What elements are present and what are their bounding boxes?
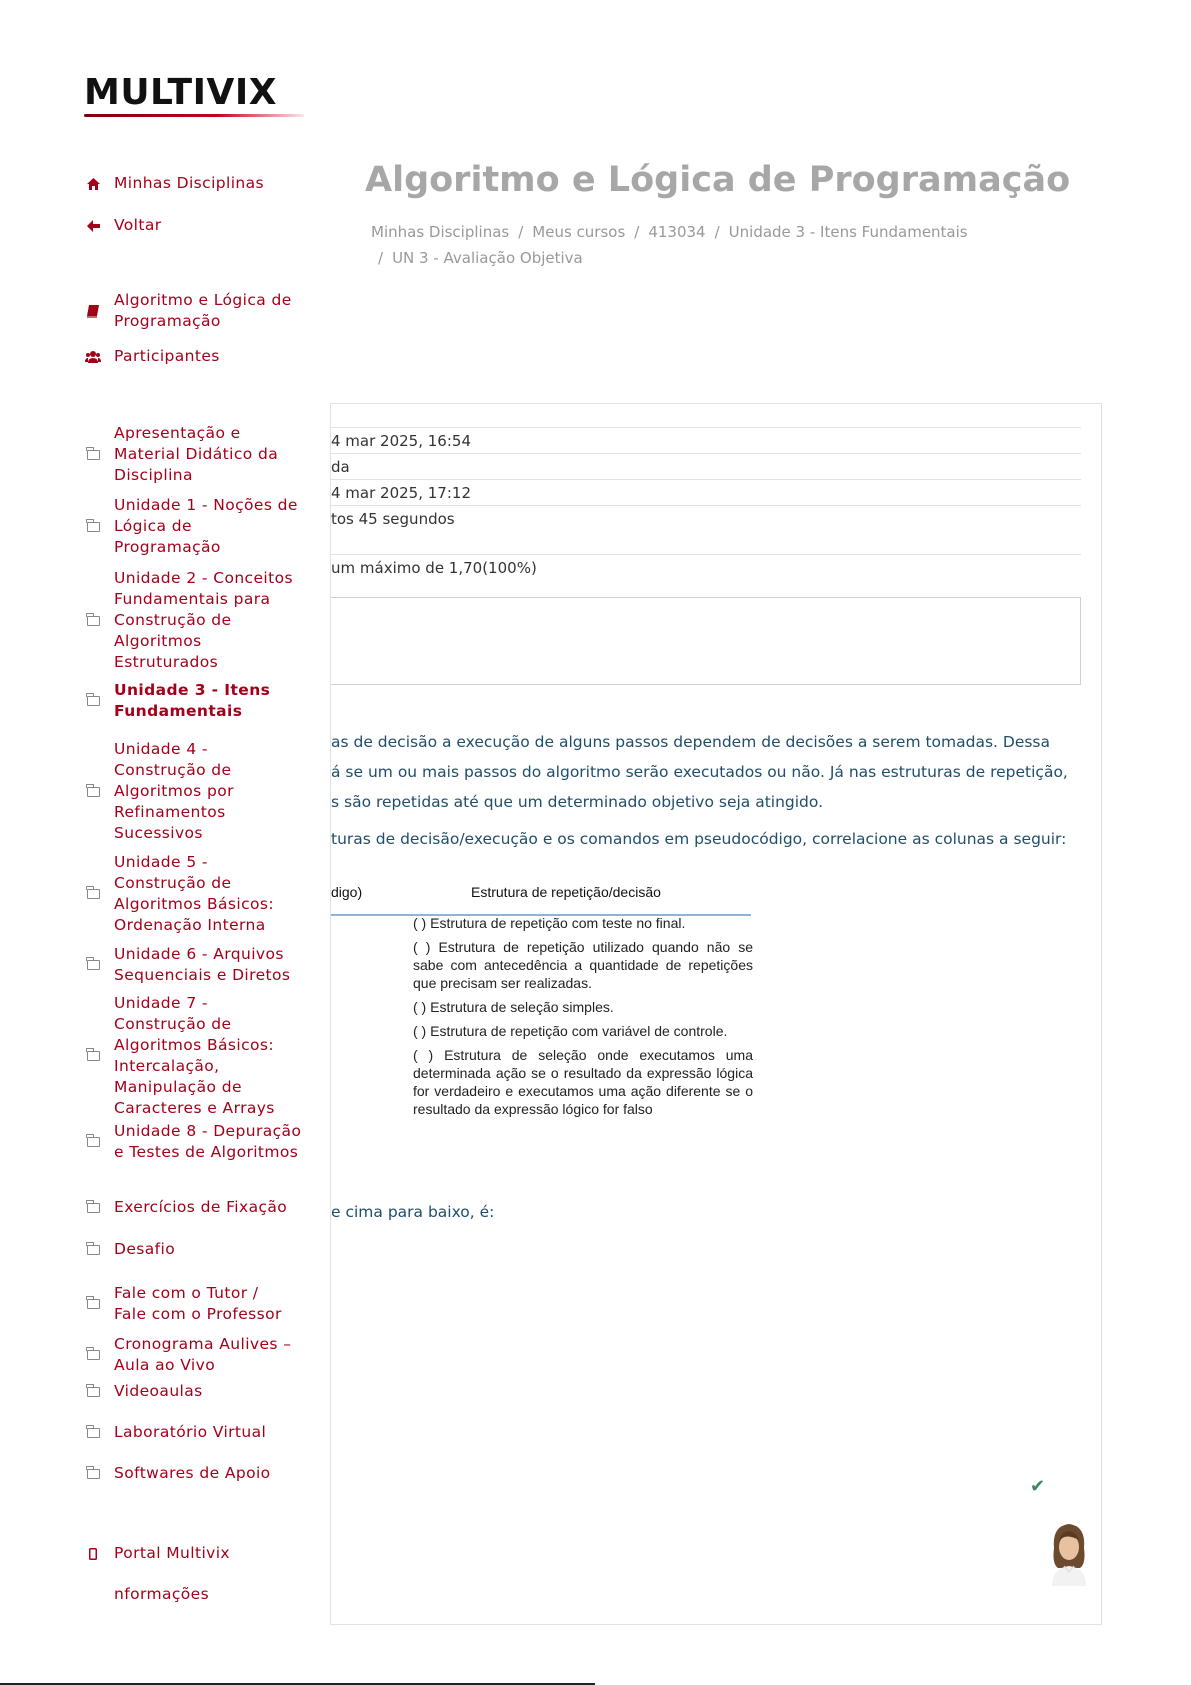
folder-icon <box>84 1387 102 1397</box>
sidebar <box>0 0 300 1685</box>
quiz-review-panel <box>330 403 1102 1625</box>
summary-duration: tos 45 segundos <box>331 505 1081 531</box>
check-icon: ✔ <box>1030 1476 1046 1497</box>
sidebar-item-informacoes[interactable] <box>84 1584 304 1605</box>
feedback-box <box>330 597 1081 685</box>
table-header-left: digo) <box>331 884 363 900</box>
question-text-line: á se um ou mais passos do algoritmo serão executados ou não. Já nas estruturas de repetição, <box>331 763 1068 781</box>
page-divider <box>0 1683 595 1685</box>
sidebar-item-label: Exercícios de Fixação <box>114 1198 288 1216</box>
sidebar-item-label: Unidade 8 - Depuração e Testes de Algoritmos <box>114 1122 302 1161</box>
sidebar-item-label: Unidade 2 - Conceitos Fundamentais para Construção de Algoritmos Estruturados <box>114 569 293 671</box>
sidebar-item-label: Desafio <box>114 1240 176 1258</box>
sidebar-section-unidade-2[interactable] <box>84 568 304 673</box>
folder-icon <box>84 787 102 797</box>
folder-icon <box>84 1469 102 1479</box>
sidebar-section-videoaulas[interactable] <box>84 1381 304 1402</box>
question-prompt: e cima para baixo, é: <box>331 1203 495 1221</box>
table-header <box>331 884 781 910</box>
folder-icon <box>84 1299 102 1309</box>
sidebar-item-label: Videoaulas <box>114 1382 203 1400</box>
assistant-avatar[interactable] <box>1046 1520 1092 1586</box>
page-title: Algoritmo e Lógica de Programação <box>365 160 1071 200</box>
sidebar-section-unidade-1[interactable] <box>84 495 304 558</box>
sidebar-item-label: Algoritmo e Lógica de Programação <box>114 291 292 330</box>
sidebar-section-unidade-6[interactable] <box>84 944 304 986</box>
option-item: ( ) Estrutura de repetição com teste no final. <box>413 915 686 931</box>
table-header-right: Estrutura de repetição/decisão <box>471 884 661 900</box>
folder-icon <box>84 960 102 970</box>
folder-icon <box>84 1203 102 1213</box>
folder-icon <box>84 1245 102 1255</box>
folder-icon <box>84 450 102 460</box>
folder-icon <box>84 1428 102 1438</box>
folder-icon <box>84 696 102 706</box>
sidebar-item-label: Unidade 6 - Arquivos Sequenciais e Diretos <box>114 945 291 984</box>
summary-state: da <box>331 453 1081 479</box>
breadcrumb-item[interactable]: Unidade 3 - Itens Fundamentais <box>728 223 968 241</box>
book-icon <box>84 305 102 318</box>
arrow-left-icon <box>84 220 102 232</box>
sidebar-section-unidade-3[interactable] <box>84 680 304 722</box>
folder-icon <box>84 1137 102 1147</box>
folder-icon <box>84 616 102 626</box>
sidebar-item-label: Apresentação e Material Didático da Disciplina <box>114 424 279 484</box>
sidebar-section-unidade-4[interactable] <box>84 739 304 844</box>
folder-icon <box>84 889 102 899</box>
summary-started: 4 mar 2025, 16:54 <box>331 427 1081 453</box>
breadcrumb-item[interactable]: 413034 <box>648 223 706 241</box>
option-item: ( ) Estrutura de seleção simples. <box>413 999 614 1015</box>
breadcrumb-item[interactable]: Meus cursos <box>532 223 626 241</box>
sidebar-item-minhas-disciplinas[interactable] <box>84 173 304 194</box>
home-icon <box>84 178 102 190</box>
sidebar-item-label: Voltar <box>114 216 162 234</box>
sidebar-section-softwares[interactable] <box>84 1463 304 1484</box>
sidebar-item-label: Minhas Disciplinas <box>114 174 265 192</box>
sidebar-item-portal-multivix[interactable] <box>84 1543 304 1564</box>
sidebar-item-label: Unidade 3 - Itens Fundamentais <box>114 681 271 720</box>
question-table <box>331 884 781 916</box>
folder-icon <box>84 1350 102 1360</box>
sidebar-item-voltar[interactable] <box>84 215 304 236</box>
sidebar-item-label: Cronograma Aulives – Aula ao Vivo <box>114 1335 292 1374</box>
sidebar-item-label: Portal Multivix <box>114 1544 230 1562</box>
sidebar-section-cronograma[interactable] <box>84 1334 304 1376</box>
sidebar-item-label: Fale com o Tutor / Fale com o Professor <box>114 1284 282 1323</box>
sidebar-section-desafio[interactable] <box>84 1239 304 1260</box>
logo-text: MULTIVIX <box>84 72 277 113</box>
folder-icon <box>84 522 102 532</box>
folder-icon <box>84 1051 102 1061</box>
sidebar-item-label: Participantes <box>114 347 220 365</box>
question-text-line: s são repetidas até que um determinado objetivo seja atingido. <box>331 793 824 811</box>
breadcrumb-item[interactable]: UN 3 - Avaliação Objetiva <box>392 249 583 267</box>
sidebar-item-label: Unidade 1 - Noções de Lógica de Programação <box>114 496 298 556</box>
mobile-icon <box>84 1548 102 1560</box>
sidebar-section-laboratorio[interactable] <box>84 1422 304 1443</box>
users-icon <box>84 351 102 363</box>
breadcrumb: Minhas Disciplinas / Meus cursos / 413034 / Unidade 3 - Itens Fundamentais / UN 3 - Avaliação Objetiva <box>371 223 968 267</box>
sidebar-section-exercicios[interactable] <box>84 1197 304 1218</box>
option-item: ( ) Estrutura de seleção onde executamos uma determinada ação se o resultado da expressão lógica for verdadeiro e executamos uma ação diferente se o resultado da expressão lógico for falso <box>413 1047 753 1117</box>
summary-completed: 4 mar 2025, 17:12 <box>331 479 1081 505</box>
sidebar-item-label: Laboratório Virtual <box>114 1423 267 1441</box>
question-text-line: as de decisão a execução de alguns passos dependem de decisões a serem tomadas. Dessa <box>331 733 1051 751</box>
option-item: ( ) Estrutura de repetição utilizado quando não se sabe com antecedência a quantidade de repetições que precisam ser realizadas. <box>413 939 753 991</box>
sidebar-section-fale-com-tutor[interactable] <box>84 1283 304 1325</box>
breadcrumb-item[interactable]: Minhas Disciplinas <box>371 223 510 241</box>
sidebar-section-unidade-8[interactable] <box>84 1121 304 1163</box>
question-options <box>413 914 753 1124</box>
option-item: ( ) Estrutura de repetição com variável de controle. <box>413 1023 728 1039</box>
summary-grade: um máximo de 1,70(100%) <box>331 554 1081 580</box>
sidebar-item-label: Softwares de Apoio <box>114 1464 271 1482</box>
sidebar-section-apresentacao[interactable] <box>84 423 304 486</box>
sidebar-item-participantes[interactable] <box>84 346 304 367</box>
question-text-line: turas de decisão/execução e os comandos em pseudocódigo, correlacione as colunas a seguir: <box>331 830 1067 848</box>
sidebar-item-label: Unidade 7 - Construção de Algoritmos Básicos: Intercalação, Manipulação de Caracteres e Arrays <box>114 994 275 1117</box>
sidebar-item-label: Unidade 4 - Construção de Algoritmos por Refinamentos Sucessivos <box>114 740 234 842</box>
sidebar-section-unidade-7[interactable] <box>84 993 304 1119</box>
sidebar-item-label: nformações <box>114 1585 210 1603</box>
sidebar-section-unidade-5[interactable] <box>84 852 304 936</box>
sidebar-item-course[interactable] <box>84 290 304 332</box>
sidebar-item-label: Unidade 5 - Construção de Algoritmos Básicos: Ordenação Interna <box>114 853 274 934</box>
